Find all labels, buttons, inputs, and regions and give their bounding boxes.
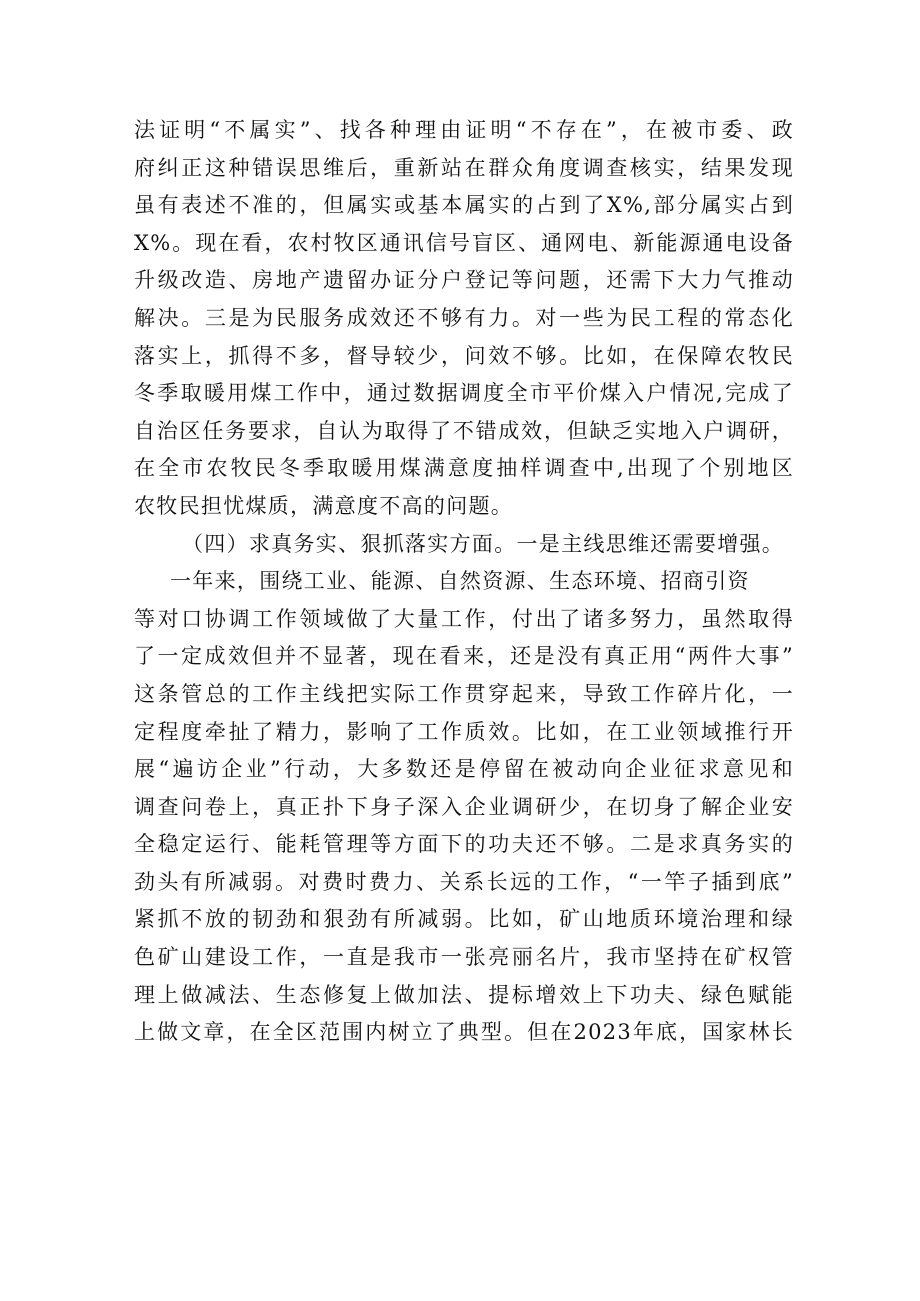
text-line: 落实上，抓得不多，督导较少，问效不够。比如，在保障农牧民	[134, 343, 794, 368]
text-line: 法证明“不属实”、找各种理由证明“不存在”，在被市委、政	[134, 118, 794, 142]
text-line: 理上做减法、生态修复上做加法、提标增效上下功夫、绿色赋能	[134, 982, 794, 1007]
text-line: 了一定成效但并不显著，现在看来，还是没有真正用“两件大事”	[134, 644, 794, 669]
text-line: 等对口协调工作领域做了大量工作，付出了诸多努力，虽然取得	[134, 606, 794, 631]
text-line: 在全市农牧民冬季取暖用煤满意度抽样调查中,出现了个别地区	[134, 456, 794, 481]
text-line: 冬季取暖用煤工作中，通过数据调度全市平价煤入户情况,完成了	[134, 381, 794, 406]
text-line: 虽有表述不准的，但属实或基本属实的占到了X%,部分属实占到	[134, 193, 794, 218]
text-line: 全稳定运行、能耗管理等方面下的功夫还不够。二是求真务实的	[134, 832, 794, 857]
text-line: 紧抓不放的韧劲和狠劲有所减弱。比如，矿山地质环境治理和绿	[134, 907, 794, 932]
text-line: 这条管总的工作主线把实际工作贯穿起来，导致工作碎片化，一	[134, 681, 794, 706]
text-line: 升级改造、房地产遗留办证分户登记等问题，还需下大力气推动	[134, 268, 794, 293]
text-line: 府纠正这种错误思维后，重新站在群众角度调查核实，结果发现	[134, 155, 794, 180]
paragraph-start-line: 一年来，围绕工业、能源、自然资源、生态环境、招商引资	[170, 569, 750, 594]
text-line: 色矿山建设工作，一直是我市一张亮丽名片，我市坚持在矿权管	[134, 945, 794, 970]
paragraph-end-line: 农牧民担忧煤质，满意度不高的问题。	[134, 493, 514, 518]
text-line: 自治区任务要求，自认为取得了不错成效，但缺乏实地入户调研，	[134, 418, 794, 443]
text-line: 劲头有所减弱。对费时费力、关系长远的工作，“一竿子插到底”	[134, 869, 794, 894]
section-heading-line: （四）求真务实、狠抓落实方面。一是主线思维还需要增强。	[182, 531, 785, 556]
body-text	[134, 112, 794, 1052]
text-line: 定程度牵扯了精力，影响了工作质效。比如，在工业领域推行开	[134, 719, 794, 744]
text-line: 上做文章，在全区范围内树立了典型。但在2023年底，国家林长	[134, 1020, 794, 1045]
text-line: 解决。三是为民服务成效还不够有力。对一些为民工程的常态化	[134, 305, 794, 330]
text-line: 展“遍访企业”行动，大多数还是停留在被动向企业征求意见和	[134, 757, 794, 782]
text-line: X%。现在看，农村牧区通讯信号盲区、通网电、新能源通电设备	[134, 230, 794, 255]
text-line: 调查问卷上，真正扑下身子深入企业调研少，在切身了解企业安	[134, 794, 794, 819]
